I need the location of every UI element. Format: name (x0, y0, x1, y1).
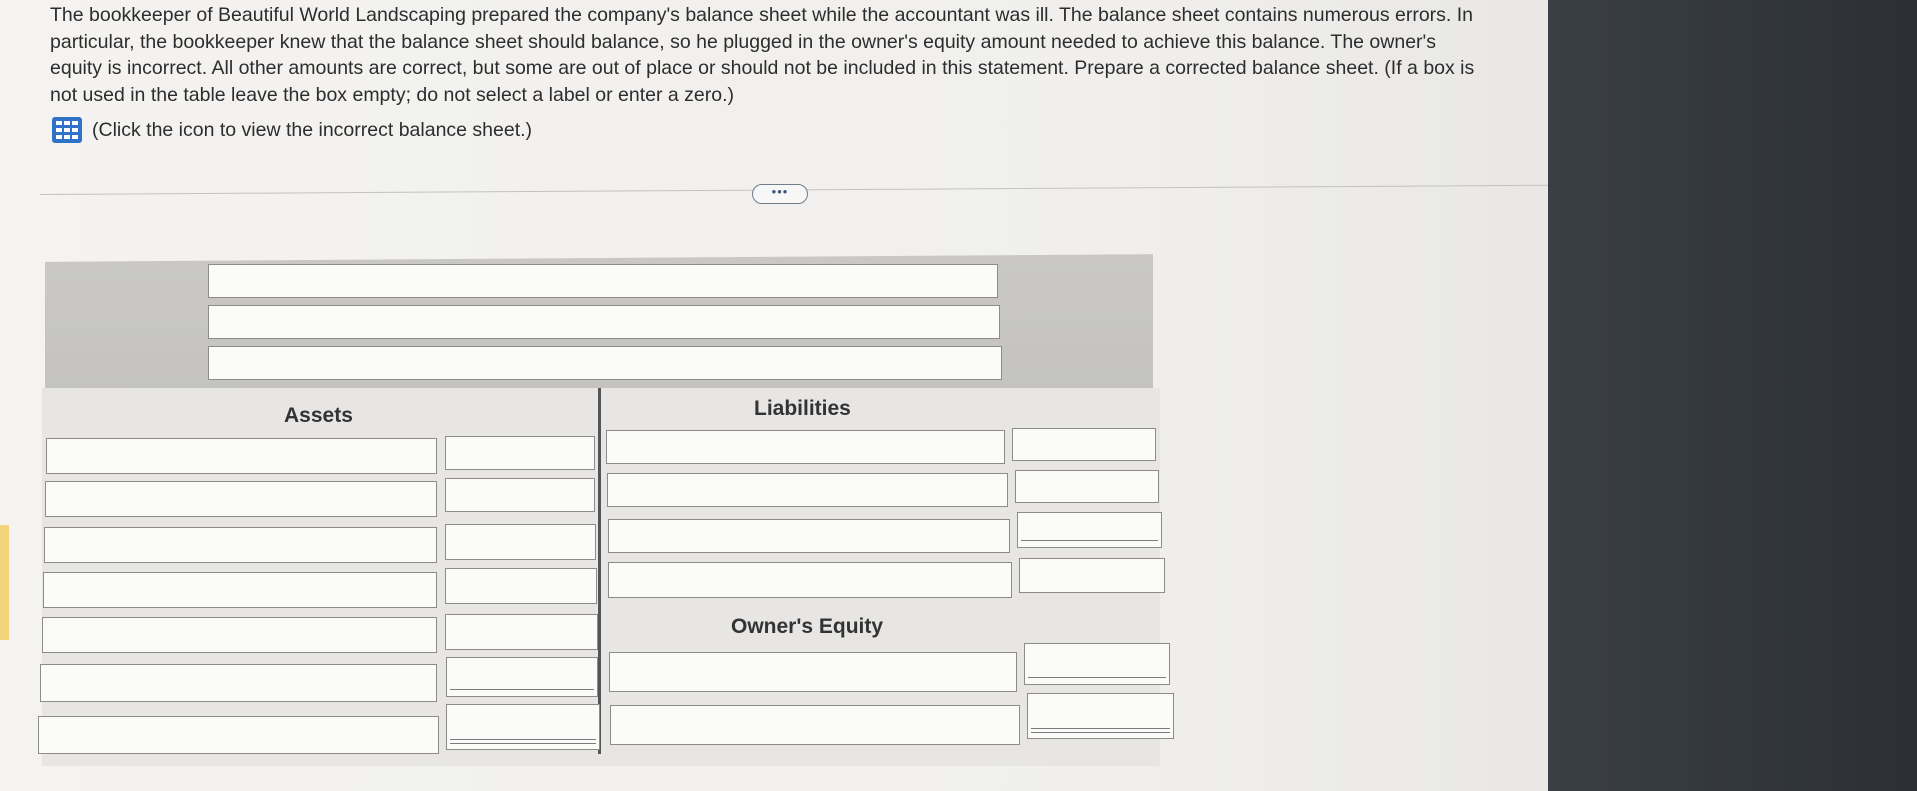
asset-label-box[interactable] (42, 617, 437, 653)
asset-label-box[interactable] (40, 664, 437, 702)
statement-date-box[interactable] (208, 346, 1002, 380)
company-name-box[interactable] (208, 264, 998, 298)
equity-label-box[interactable] (609, 652, 1017, 692)
total-liabilities-equity-label-box[interactable] (610, 705, 1020, 745)
asset-amount-box[interactable] (445, 524, 596, 560)
total-assets-label-box[interactable] (38, 716, 439, 754)
owners-equity-heading: Owner's Equity (731, 615, 884, 638)
asset-label-box[interactable] (44, 527, 437, 563)
view-incorrect-sheet-text[interactable]: (Click the icon to view the incorrect balance sheet.) (92, 118, 533, 141)
liability-label-box[interactable] (606, 430, 1005, 464)
total-liabilities-equity-amount-box[interactable] (1027, 693, 1174, 739)
asset-amount-box[interactable] (445, 478, 595, 512)
total-liabilities-label-box[interactable] (608, 562, 1012, 598)
column-divider (598, 388, 601, 754)
assets-heading: Assets (284, 404, 353, 427)
liability-label-box[interactable] (607, 473, 1008, 507)
liabilities-heading: Liabilities (754, 397, 851, 420)
liability-label-box[interactable] (608, 519, 1010, 553)
liability-amount-box[interactable] (1015, 470, 1159, 503)
asset-label-box[interactable] (43, 572, 437, 608)
liability-subtotal-box[interactable] (1017, 512, 1162, 548)
liability-amount-box[interactable] (1012, 428, 1156, 461)
asset-subtotal-box[interactable] (446, 657, 598, 697)
total-assets-amount-box[interactable] (446, 704, 600, 750)
total-liabilities-amount-box[interactable] (1019, 558, 1165, 593)
more-button[interactable]: ••• (752, 184, 808, 204)
asset-amount-box[interactable] (445, 568, 597, 604)
dark-background (1548, 0, 1917, 791)
asset-label-box[interactable] (45, 481, 437, 517)
asset-label-box[interactable] (46, 438, 437, 474)
asset-amount-box[interactable] (445, 436, 595, 470)
equity-amount-box[interactable] (1024, 643, 1170, 685)
statement-title-box[interactable] (208, 305, 1000, 339)
question-text: The bookkeeper of Beautiful World Landscaping prepared the company's balance sheet while the accountant was ill. The balance sheet contains numerous errors. In particular, the bookkeeper knew that the balance sheet should balance, so he plugged in the owner's equity amount needed to achieve this balance. The owner's equity is incorrect. All other amounts are correct, but some are out of place or should not be included in this statement. Prepare a corrected balance sheet. (If a box is not used in the table leave the box empty; do not select a label or enter a zero.) (50, 4, 1475, 106)
asset-amount-box[interactable] (445, 614, 598, 650)
